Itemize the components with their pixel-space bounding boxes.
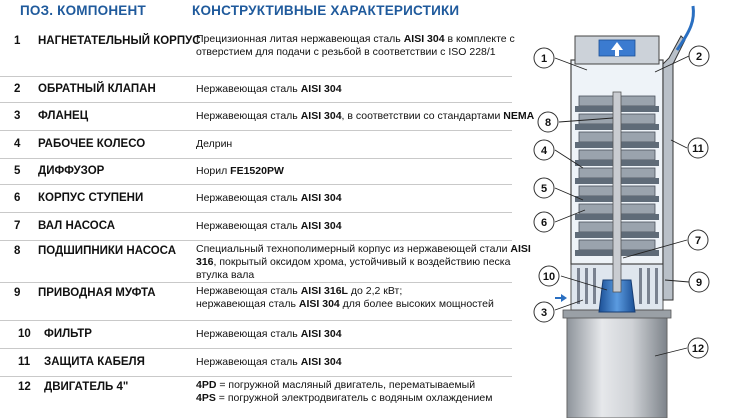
description-line bbox=[196, 328, 342, 341]
callout-label: 3 bbox=[540, 307, 548, 319]
component-name: ДИФФУЗОР bbox=[38, 165, 105, 177]
description-bold: AISI bbox=[510, 243, 531, 255]
row-number: 10 bbox=[18, 328, 31, 340]
table-row bbox=[0, 282, 512, 321]
row-number: 3 bbox=[14, 110, 21, 122]
table-row bbox=[0, 158, 512, 185]
description-line bbox=[196, 379, 492, 392]
row-number: 1 bbox=[14, 35, 21, 47]
description-line bbox=[196, 83, 342, 96]
table-row bbox=[0, 102, 535, 131]
description-line bbox=[196, 46, 515, 59]
pump-diagram bbox=[515, 0, 730, 418]
description-bold: AISI 304 bbox=[300, 356, 342, 368]
description-text: Нержавеющая сталь bbox=[196, 220, 301, 232]
header-characteristics: КОНСТРУКТИВНЫЕ ХАРАКТЕРИСТИКИ bbox=[192, 3, 460, 18]
component-description bbox=[196, 379, 492, 405]
component-name: НАГНЕТАТЕЛЬНЫЙ КОРПУС bbox=[38, 35, 201, 47]
description-text: Нержавеющая сталь bbox=[196, 110, 301, 122]
component-description bbox=[196, 165, 284, 178]
callout-label: 5 bbox=[540, 183, 548, 195]
component-name: ЗАЩИТА КАБЕЛЯ bbox=[44, 356, 145, 368]
description-text: Нержавеющая сталь bbox=[196, 192, 301, 204]
description-text: Нержавеющая сталь bbox=[196, 356, 301, 368]
callout-label: 1 bbox=[540, 53, 548, 65]
callout-label: 2 bbox=[695, 51, 703, 63]
description-bold: AISI 304 bbox=[300, 83, 342, 95]
component-description bbox=[196, 243, 531, 282]
inlet-arrow bbox=[555, 294, 567, 302]
description-text: отверстием для подачи с резьбой в соответствии с ISO 228/1 bbox=[196, 46, 496, 58]
component-name: ДВИГАТЕЛЬ 4" bbox=[44, 381, 129, 393]
component-description bbox=[196, 138, 232, 151]
description-line bbox=[196, 298, 494, 311]
row-number: 12 bbox=[18, 381, 31, 393]
description-line bbox=[196, 165, 284, 178]
component-name: ПОДШИПНИКИ НАСОСА bbox=[38, 245, 176, 257]
description-text: , покрытый оксидом хрома, устойчивый к воздействию песка bbox=[213, 256, 511, 268]
pump-shaft bbox=[613, 92, 621, 292]
callout-label: 11 bbox=[692, 143, 704, 155]
component-description bbox=[196, 328, 342, 341]
description-bold: 316 bbox=[196, 256, 214, 268]
row-number: 5 bbox=[14, 165, 21, 177]
description-text: для более высоких мощностей bbox=[339, 298, 494, 310]
component-description bbox=[196, 220, 342, 233]
description-text: Прецизионная литая нержавеющая сталь bbox=[196, 33, 404, 45]
table-row bbox=[0, 212, 512, 241]
table-row bbox=[0, 240, 531, 283]
table-row bbox=[0, 30, 515, 77]
description-bold: 4PS bbox=[196, 392, 216, 404]
component-name: ПРИВОДНАЯ МУФТА bbox=[38, 287, 156, 299]
description-text: нержавеющая сталь bbox=[196, 298, 299, 310]
description-text: Норил bbox=[196, 165, 231, 177]
table-row bbox=[0, 184, 512, 213]
component-description bbox=[196, 285, 494, 311]
description-text: Нержавеющая сталь bbox=[196, 328, 301, 340]
row-number: 4 bbox=[14, 138, 21, 150]
description-bold: AISI 304 bbox=[300, 110, 342, 122]
description-text: Делрин bbox=[196, 138, 233, 150]
description-line bbox=[196, 285, 494, 298]
description-bold: FE1520PW bbox=[230, 165, 284, 177]
description-bold: 4PD bbox=[196, 379, 217, 391]
component-name: ВАЛ НАСОСА bbox=[38, 220, 116, 232]
motor-body bbox=[567, 312, 667, 418]
description-bold: AISI 304 bbox=[300, 192, 342, 204]
row-number: 7 bbox=[14, 220, 21, 232]
component-name: КОРПУС СТУПЕНИ bbox=[38, 192, 144, 204]
description-line bbox=[196, 138, 232, 151]
description-line bbox=[196, 110, 534, 123]
component-description bbox=[196, 83, 342, 96]
row-number: 9 bbox=[14, 287, 21, 299]
callout-label: 12 bbox=[691, 343, 705, 355]
description-line bbox=[196, 33, 515, 46]
description-text: Специальный технополимерный корпус из нержавеющей стали bbox=[196, 243, 511, 255]
cable-guard bbox=[663, 36, 685, 300]
description-bold: AISI 304 bbox=[298, 298, 340, 310]
table-row bbox=[0, 76, 512, 103]
description-text: втулка вала bbox=[196, 269, 255, 281]
description-text: = погружной масляный двигатель, перематываемый bbox=[216, 379, 476, 391]
component-name: ФИЛЬТР bbox=[44, 328, 92, 340]
callout-label: 8 bbox=[544, 117, 552, 129]
description-line bbox=[196, 256, 531, 269]
row-number: 2 bbox=[14, 83, 21, 95]
component-description bbox=[196, 192, 342, 205]
description-line bbox=[196, 192, 342, 205]
description-text: Нержавеющая сталь bbox=[196, 285, 301, 297]
component-name: ОБРАТНЫЙ КЛАПАН bbox=[38, 83, 156, 95]
description-bold: AISI 304 bbox=[403, 33, 445, 45]
callout-label: 10 bbox=[542, 271, 556, 283]
description-line bbox=[196, 356, 342, 369]
description-text: Нержавеющая сталь bbox=[196, 83, 301, 95]
table-row bbox=[0, 376, 512, 418]
description-text: = погружной электродвигатель с водяным охлаждением bbox=[215, 392, 493, 404]
description-line bbox=[196, 269, 531, 282]
row-number: 8 bbox=[14, 245, 21, 257]
component-name: ФЛАНЕЦ bbox=[38, 110, 89, 122]
component-description bbox=[196, 356, 342, 369]
table-row bbox=[0, 320, 512, 349]
callout-label: 4 bbox=[540, 145, 548, 157]
component-description bbox=[196, 33, 515, 59]
description-line bbox=[196, 392, 492, 405]
description-line bbox=[196, 220, 342, 233]
description-bold: AISI 316L bbox=[300, 285, 348, 297]
callout-label: 7 bbox=[694, 235, 702, 247]
header-position: ПОЗ. КОМПОНЕНТ bbox=[20, 3, 146, 18]
description-text: в комплекте с bbox=[444, 33, 515, 45]
description-text: , в соответствии со стандартами bbox=[341, 110, 504, 122]
callout-label: 9 bbox=[695, 277, 703, 289]
table-row bbox=[0, 130, 512, 159]
row-number: 11 bbox=[18, 356, 31, 368]
description-bold: AISI 304 bbox=[300, 220, 342, 232]
description-bold: NEMA bbox=[503, 110, 535, 122]
description-bold: AISI 304 bbox=[300, 328, 342, 340]
table-row bbox=[0, 348, 512, 377]
row-number: 6 bbox=[14, 192, 21, 204]
description-text: до 2,2 кВт; bbox=[347, 285, 403, 297]
component-name: РАБОЧЕЕ КОЛЕСО bbox=[38, 138, 146, 150]
callout-label: 6 bbox=[540, 217, 548, 229]
description-line bbox=[196, 243, 531, 256]
component-description bbox=[196, 110, 534, 123]
